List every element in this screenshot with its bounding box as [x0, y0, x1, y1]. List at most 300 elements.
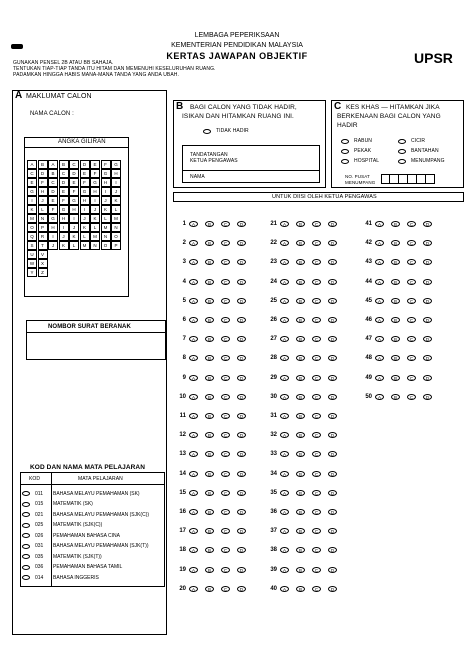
answer-bubble-a[interactable]: A: [375, 375, 384, 381]
angka-cell[interactable]: M: [27, 214, 37, 223]
angka-cell[interactable]: I: [69, 214, 79, 223]
answer-bubble-b[interactable]: B: [391, 317, 400, 323]
angka-cell[interactable]: G: [48, 214, 58, 223]
answer-bubble-c[interactable]: C: [407, 259, 416, 265]
angka-cell[interactable]: F: [48, 205, 58, 214]
answer-bubble-b[interactable]: B: [391, 355, 400, 361]
answer-bubble-b[interactable]: B: [296, 355, 305, 361]
answer-bubble-b[interactable]: B: [296, 567, 305, 573]
angka-cell[interactable]: I: [80, 205, 90, 214]
answer-bubble-a[interactable]: A: [280, 317, 289, 323]
answer-bubble-d[interactable]: D: [237, 259, 246, 265]
angka-cell[interactable]: H: [59, 214, 69, 223]
answer-bubble-d[interactable]: D: [328, 547, 337, 553]
answer-bubble-b[interactable]: B: [205, 471, 214, 477]
angka-cell[interactable]: D: [59, 178, 69, 187]
answer-bubble-d[interactable]: D: [237, 298, 246, 304]
answer-bubble-a[interactable]: A: [375, 221, 384, 227]
angka-cell[interactable]: F: [69, 187, 79, 196]
answer-bubble-d[interactable]: D: [328, 567, 337, 573]
answer-bubble-c[interactable]: C: [312, 279, 321, 285]
answer-bubble-a[interactable]: A: [189, 336, 198, 342]
answer-bubble-c[interactable]: C: [221, 567, 230, 573]
answer-bubble-a[interactable]: A: [189, 375, 198, 381]
answer-bubble-c[interactable]: C: [221, 240, 230, 246]
answer-bubble-b[interactable]: B: [296, 451, 305, 457]
answer-bubble-d[interactable]: D: [237, 336, 246, 342]
answer-bubble-d[interactable]: D: [423, 298, 432, 304]
pusat-input-boxes[interactable]: [381, 174, 435, 184]
answer-bubble-a[interactable]: A: [189, 240, 198, 246]
answer-bubble-a[interactable]: A: [280, 567, 289, 573]
angka-cell[interactable]: C: [48, 178, 58, 187]
answer-bubble-a[interactable]: A: [375, 279, 384, 285]
answer-bubble-c[interactable]: C: [312, 567, 321, 573]
answer-bubble-b[interactable]: B: [391, 279, 400, 285]
subject-oval[interactable]: [22, 575, 30, 580]
answer-bubble-b[interactable]: B: [296, 586, 305, 592]
answer-bubble-a[interactable]: A: [280, 509, 289, 515]
angka-cell[interactable]: B: [59, 160, 69, 169]
angka-cell[interactable]: E: [69, 178, 79, 187]
answer-bubble-b[interactable]: B: [296, 279, 305, 285]
subject-oval[interactable]: [22, 491, 30, 496]
answer-bubble-c[interactable]: C: [312, 509, 321, 515]
answer-bubble-b[interactable]: B: [205, 298, 214, 304]
answer-bubble-b[interactable]: B: [296, 490, 305, 496]
answer-bubble-d[interactable]: D: [328, 221, 337, 227]
answer-bubble-a[interactable]: A: [189, 451, 198, 457]
answer-bubble-c[interactable]: C: [221, 355, 230, 361]
angka-cell[interactable]: M: [101, 223, 111, 232]
answer-bubble-d[interactable]: D: [237, 279, 246, 285]
pusat-digit-box[interactable]: [399, 174, 408, 184]
answer-bubble-c[interactable]: C: [407, 298, 416, 304]
answer-bubble-d[interactable]: D: [423, 375, 432, 381]
pusat-digit-box[interactable]: [417, 174, 426, 184]
answer-bubble-b[interactable]: B: [391, 375, 400, 381]
answer-bubble-a[interactable]: A: [189, 413, 198, 419]
subject-row[interactable]: [22, 531, 120, 540]
angka-cell[interactable]: C: [27, 169, 37, 178]
angka-cell[interactable]: H: [69, 205, 79, 214]
subject-oval[interactable]: [22, 512, 30, 517]
answer-bubble-b[interactable]: B: [205, 528, 214, 534]
subject-row[interactable]: [22, 552, 102, 561]
answer-bubble-c[interactable]: C: [221, 490, 230, 496]
answer-bubble-b[interactable]: B: [205, 490, 214, 496]
answer-bubble-a[interactable]: A: [280, 279, 289, 285]
answer-bubble-b[interactable]: B: [205, 221, 214, 227]
answer-bubble-d[interactable]: D: [328, 451, 337, 457]
answer-bubble-a[interactable]: A: [189, 490, 198, 496]
subject-oval[interactable]: [22, 554, 30, 559]
answer-bubble-d[interactable]: D: [237, 432, 246, 438]
answer-bubble-b[interactable]: B: [205, 259, 214, 265]
angka-cell[interactable]: I: [48, 232, 58, 241]
angka-cell[interactable]: D: [69, 169, 79, 178]
angka-cell[interactable]: A: [48, 160, 58, 169]
answer-bubble-b[interactable]: B: [296, 471, 305, 477]
angka-cell[interactable]: L: [101, 214, 111, 223]
angka-cell[interactable]: G: [90, 178, 100, 187]
answer-bubble-a[interactable]: A: [375, 259, 384, 265]
answer-bubble-a[interactable]: A: [375, 394, 384, 400]
answer-bubble-d[interactable]: D: [237, 567, 246, 573]
answer-bubble-d[interactable]: D: [328, 528, 337, 534]
answer-bubble-b[interactable]: B: [296, 298, 305, 304]
answer-bubble-c[interactable]: C: [312, 240, 321, 246]
answer-bubble-a[interactable]: A: [375, 355, 384, 361]
answer-bubble-a[interactable]: A: [189, 547, 198, 553]
subject-oval[interactable]: [22, 544, 30, 549]
angka-cell[interactable]: N: [38, 214, 48, 223]
angka-cell[interactable]: R: [38, 232, 48, 241]
angka-cell[interactable]: J: [48, 241, 58, 250]
angka-cell[interactable]: H: [90, 187, 100, 196]
answer-bubble-b[interactable]: B: [296, 528, 305, 534]
angka-cell[interactable]: C: [69, 160, 79, 169]
answer-bubble-d[interactable]: D: [328, 432, 337, 438]
answer-bubble-d[interactable]: D: [237, 355, 246, 361]
answer-bubble-c[interactable]: C: [312, 451, 321, 457]
answer-bubble-c[interactable]: C: [221, 375, 230, 381]
answer-bubble-a[interactable]: A: [280, 451, 289, 457]
menumpang-oval[interactable]: [398, 159, 406, 164]
answer-bubble-d[interactable]: D: [328, 317, 337, 323]
angka-cell[interactable]: L: [90, 223, 100, 232]
answer-bubble-a[interactable]: A: [189, 298, 198, 304]
subject-row[interactable]: [22, 510, 149, 519]
tidak-hadir-oval[interactable]: [203, 129, 211, 134]
angka-cell[interactable]: G: [111, 160, 121, 169]
angka-cell[interactable]: J: [38, 196, 48, 205]
angka-cell[interactable]: J: [101, 196, 111, 205]
angka-cell[interactable]: G: [80, 187, 90, 196]
answer-bubble-a[interactable]: A: [280, 547, 289, 553]
answer-bubble-a[interactable]: A: [280, 336, 289, 342]
angka-cell[interactable]: T: [38, 241, 48, 250]
angka-cell[interactable]: H: [48, 223, 58, 232]
answer-bubble-b[interactable]: B: [205, 336, 214, 342]
answer-bubble-c[interactable]: C: [407, 221, 416, 227]
answer-bubble-a[interactable]: A: [375, 240, 384, 246]
angka-cell[interactable]: Q: [27, 232, 37, 241]
angka-cell[interactable]: O: [27, 223, 37, 232]
answer-bubble-c[interactable]: C: [312, 394, 321, 400]
subject-oval[interactable]: [22, 502, 30, 507]
angka-cell[interactable]: B: [38, 160, 48, 169]
answer-bubble-c[interactable]: C: [221, 432, 230, 438]
answer-bubble-d[interactable]: D: [237, 394, 246, 400]
angka-cell[interactable]: I: [90, 196, 100, 205]
answer-bubble-d[interactable]: D: [328, 394, 337, 400]
angka-cell[interactable]: M: [80, 241, 90, 250]
angka-cell[interactable]: G: [69, 196, 79, 205]
answer-bubble-c[interactable]: C: [221, 509, 230, 515]
angka-cell[interactable]: J: [111, 187, 121, 196]
angka-cell[interactable]: F: [80, 178, 90, 187]
answer-bubble-b[interactable]: B: [391, 240, 400, 246]
angka-cell[interactable]: K: [80, 223, 90, 232]
angka-cell[interactable]: D: [80, 160, 90, 169]
answer-bubble-d[interactable]: D: [328, 586, 337, 592]
angka-cell[interactable]: K: [59, 241, 69, 250]
angka-cell[interactable]: U: [27, 250, 37, 259]
answer-bubble-a[interactable]: A: [189, 586, 198, 592]
answer-bubble-d[interactable]: D: [328, 298, 337, 304]
angka-cell[interactable]: K: [111, 196, 121, 205]
answer-bubble-b[interactable]: B: [296, 317, 305, 323]
answer-bubble-a[interactable]: A: [189, 528, 198, 534]
answer-bubble-b[interactable]: B: [205, 451, 214, 457]
angka-cell[interactable]: N: [101, 232, 111, 241]
angka-cell[interactable]: I: [59, 223, 69, 232]
angka-cell[interactable]: S: [27, 241, 37, 250]
answer-bubble-c[interactable]: C: [407, 355, 416, 361]
angka-cell[interactable]: O: [101, 241, 111, 250]
angka-cell[interactable]: O: [111, 232, 121, 241]
answer-bubble-a[interactable]: A: [189, 394, 198, 400]
option-cicir[interactable]: [398, 138, 425, 144]
answer-bubble-b[interactable]: B: [205, 279, 214, 285]
answer-bubble-a[interactable]: A: [280, 240, 289, 246]
answer-bubble-a[interactable]: A: [280, 221, 289, 227]
answer-bubble-b[interactable]: B: [205, 509, 214, 515]
answer-bubble-d[interactable]: D: [328, 240, 337, 246]
answer-bubble-c[interactable]: C: [221, 547, 230, 553]
answer-bubble-b[interactable]: B: [391, 221, 400, 227]
pusat-digit-box[interactable]: [390, 174, 399, 184]
tidak-hadir-option[interactable]: [203, 128, 249, 134]
answer-bubble-a[interactable]: A: [189, 567, 198, 573]
answer-bubble-b[interactable]: B: [391, 298, 400, 304]
angka-cell[interactable]: K: [90, 214, 100, 223]
subject-row[interactable]: [22, 521, 102, 530]
angka-cell[interactable]: J: [59, 232, 69, 241]
answer-bubble-d[interactable]: D: [423, 240, 432, 246]
angka-cell[interactable]: W: [27, 259, 37, 268]
answer-bubble-d[interactable]: D: [328, 336, 337, 342]
answer-bubble-a[interactable]: A: [280, 490, 289, 496]
angka-cell[interactable]: H: [38, 187, 48, 196]
answer-bubble-b[interactable]: B: [205, 586, 214, 592]
answer-bubble-c[interactable]: C: [312, 259, 321, 265]
answer-bubble-a[interactable]: A: [375, 317, 384, 323]
answer-bubble-d[interactable]: D: [328, 259, 337, 265]
subject-row[interactable]: [22, 500, 93, 509]
answer-bubble-b[interactable]: B: [205, 432, 214, 438]
answer-bubble-d[interactable]: D: [328, 355, 337, 361]
answer-bubble-b[interactable]: B: [205, 317, 214, 323]
subject-oval[interactable]: [22, 523, 30, 528]
answer-bubble-a[interactable]: A: [375, 298, 384, 304]
answer-bubble-b[interactable]: B: [296, 221, 305, 227]
angka-cell[interactable]: X: [38, 259, 48, 268]
answer-bubble-d[interactable]: D: [237, 509, 246, 515]
option-rabun[interactable]: [341, 138, 372, 144]
angka-cell[interactable]: G: [101, 169, 111, 178]
angka-cell[interactable]: G: [59, 205, 69, 214]
angka-cell[interactable]: Y: [27, 268, 37, 277]
answer-bubble-a[interactable]: A: [280, 586, 289, 592]
pekak-oval[interactable]: [341, 149, 349, 154]
answer-bubble-c[interactable]: C: [312, 528, 321, 534]
angka-cell[interactable]: J: [80, 214, 90, 223]
answer-bubble-d[interactable]: D: [423, 394, 432, 400]
answer-bubble-b[interactable]: B: [391, 259, 400, 265]
answer-bubble-c[interactable]: C: [312, 317, 321, 323]
answer-bubble-c[interactable]: C: [407, 375, 416, 381]
answer-bubble-b[interactable]: B: [205, 375, 214, 381]
answer-bubble-d[interactable]: D: [328, 375, 337, 381]
answer-bubble-b[interactable]: B: [296, 259, 305, 265]
angka-cell[interactable]: P: [111, 241, 121, 250]
angka-cell[interactable]: J: [69, 223, 79, 232]
answer-bubble-b[interactable]: B: [296, 375, 305, 381]
answer-bubble-c[interactable]: C: [312, 413, 321, 419]
angka-cell[interactable]: B: [48, 169, 58, 178]
answer-bubble-d[interactable]: D: [423, 336, 432, 342]
answer-bubble-b[interactable]: B: [296, 509, 305, 515]
subject-row[interactable]: [22, 563, 122, 572]
angka-cell[interactable]: P: [38, 223, 48, 232]
answer-bubble-a[interactable]: A: [189, 355, 198, 361]
answer-bubble-c[interactable]: C: [221, 279, 230, 285]
answer-bubble-b[interactable]: B: [296, 547, 305, 553]
answer-bubble-b[interactable]: B: [205, 394, 214, 400]
angka-cell[interactable]: A: [27, 160, 37, 169]
answer-bubble-c[interactable]: C: [312, 221, 321, 227]
answer-bubble-d[interactable]: D: [237, 317, 246, 323]
angka-cell[interactable]: L: [69, 241, 79, 250]
answer-bubble-d[interactable]: D: [328, 279, 337, 285]
answer-bubble-d[interactable]: D: [423, 355, 432, 361]
angka-cell[interactable]: F: [101, 160, 111, 169]
answer-bubble-b[interactable]: B: [205, 547, 214, 553]
angka-cell[interactable]: L: [111, 205, 121, 214]
answer-bubble-a[interactable]: A: [280, 432, 289, 438]
angka-cell[interactable]: E: [59, 187, 69, 196]
rabun-oval[interactable]: [341, 139, 349, 144]
hospital-oval[interactable]: [341, 159, 349, 164]
angka-cell[interactable]: E: [48, 196, 58, 205]
angka-cell[interactable]: D: [38, 169, 48, 178]
answer-bubble-c[interactable]: C: [312, 432, 321, 438]
answer-bubble-b[interactable]: B: [391, 336, 400, 342]
answer-bubble-d[interactable]: D: [237, 490, 246, 496]
option-pekak[interactable]: [341, 148, 371, 154]
subject-row[interactable]: [22, 489, 140, 498]
answer-bubble-a[interactable]: A: [189, 432, 198, 438]
answer-bubble-b[interactable]: B: [205, 567, 214, 573]
answer-bubble-d[interactable]: D: [237, 451, 246, 457]
angka-cell[interactable]: J: [90, 205, 100, 214]
answer-bubble-d[interactable]: D: [423, 221, 432, 227]
subject-row[interactable]: [22, 573, 99, 582]
answer-bubble-c[interactable]: C: [407, 336, 416, 342]
angka-cell[interactable]: C: [59, 169, 69, 178]
answer-bubble-c[interactable]: C: [221, 317, 230, 323]
angka-cell[interactable]: F: [90, 169, 100, 178]
answer-bubble-c[interactable]: C: [221, 528, 230, 534]
answer-bubble-a[interactable]: A: [280, 394, 289, 400]
angka-cell[interactable]: Z: [38, 268, 48, 277]
angka-cell[interactable]: I: [101, 187, 111, 196]
answer-bubble-a[interactable]: A: [280, 355, 289, 361]
answer-bubble-d[interactable]: D: [328, 490, 337, 496]
answer-bubble-c[interactable]: C: [312, 490, 321, 496]
answer-bubble-a[interactable]: A: [280, 528, 289, 534]
angka-cell[interactable]: E: [27, 178, 37, 187]
answer-bubble-d[interactable]: D: [423, 259, 432, 265]
answer-bubble-c[interactable]: C: [221, 394, 230, 400]
angka-cell[interactable]: I: [111, 178, 121, 187]
answer-bubble-b[interactable]: B: [391, 394, 400, 400]
option-hospital[interactable]: [341, 158, 379, 164]
angka-cell[interactable]: K: [27, 205, 37, 214]
angka-cell[interactable]: V: [38, 250, 48, 259]
answer-bubble-b[interactable]: B: [296, 240, 305, 246]
angka-cell[interactable]: L: [38, 205, 48, 214]
answer-bubble-c[interactable]: C: [221, 221, 230, 227]
answer-bubble-c[interactable]: C: [221, 471, 230, 477]
angka-cell[interactable]: D: [48, 187, 58, 196]
angka-cell[interactable]: N: [90, 241, 100, 250]
angka-cell[interactable]: G: [27, 187, 37, 196]
answer-bubble-c[interactable]: C: [312, 375, 321, 381]
cicir-oval[interactable]: [398, 139, 406, 144]
answer-bubble-d[interactable]: D: [237, 586, 246, 592]
answer-bubble-d[interactable]: D: [237, 547, 246, 553]
angka-cell[interactable]: I: [27, 196, 37, 205]
angka-cell[interactable]: L: [80, 232, 90, 241]
answer-bubble-d[interactable]: D: [237, 413, 246, 419]
answer-bubble-d[interactable]: D: [328, 509, 337, 515]
answer-bubble-d[interactable]: D: [328, 413, 337, 419]
answer-bubble-c[interactable]: C: [407, 240, 416, 246]
answer-bubble-a[interactable]: A: [189, 317, 198, 323]
answer-bubble-a[interactable]: A: [375, 336, 384, 342]
answer-bubble-b[interactable]: B: [205, 240, 214, 246]
option-menumpang[interactable]: [398, 158, 445, 164]
pusat-digit-box[interactable]: [408, 174, 417, 184]
answer-bubble-d[interactable]: D: [237, 240, 246, 246]
angka-cell[interactable]: M: [111, 214, 121, 223]
answer-bubble-a[interactable]: A: [280, 298, 289, 304]
answer-bubble-a[interactable]: A: [189, 279, 198, 285]
answer-bubble-c[interactable]: C: [221, 259, 230, 265]
pusat-digit-box[interactable]: [381, 174, 390, 184]
answer-bubble-b[interactable]: B: [296, 432, 305, 438]
answer-bubble-a[interactable]: A: [189, 471, 198, 477]
subject-oval[interactable]: [22, 565, 30, 570]
angka-cell[interactable]: E: [90, 160, 100, 169]
answer-bubble-d[interactable]: D: [423, 317, 432, 323]
angka-cell[interactable]: H: [111, 169, 121, 178]
answer-bubble-b[interactable]: B: [205, 413, 214, 419]
answer-bubble-b[interactable]: B: [296, 336, 305, 342]
answer-bubble-a[interactable]: A: [280, 471, 289, 477]
answer-bubble-d[interactable]: D: [423, 279, 432, 285]
angka-cell[interactable]: K: [69, 232, 79, 241]
answer-bubble-c[interactable]: C: [312, 547, 321, 553]
angka-cell[interactable]: E: [80, 169, 90, 178]
bantahan-oval[interactable]: [398, 149, 406, 154]
answer-bubble-c[interactable]: C: [407, 394, 416, 400]
angka-cell[interactable]: K: [101, 205, 111, 214]
answer-bubble-c[interactable]: C: [221, 413, 230, 419]
